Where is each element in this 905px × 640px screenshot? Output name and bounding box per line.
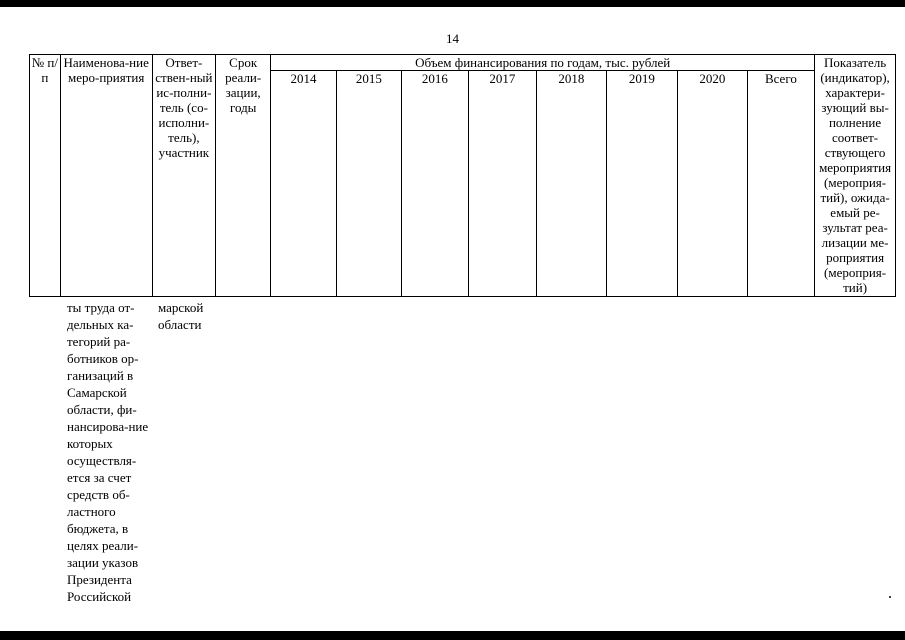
year-2015: 2015: [336, 71, 401, 297]
year-2018: 2018: [537, 71, 607, 297]
year-2020: 2020: [678, 71, 748, 297]
header-name: Наименова-ние меро-приятия: [60, 55, 152, 297]
header-term: Срок реали-зации, годы: [216, 55, 271, 297]
page-number: 14: [446, 31, 459, 46]
header-funding: Объем финансирования по годам, тыс. рублей: [271, 55, 815, 71]
scan-speck: [889, 596, 891, 598]
year-2019: 2019: [606, 71, 678, 297]
header-responsible: Ответ-ствен-ный ис-полни-тель (со-исполни-тель), участник: [152, 55, 215, 297]
header-indicator: Показатель (индикатор), характери-зующий вы-полнение соответ-ствующего мероприятия (мероприя-тий), ожида-емый ре-зультат реа-лизации ме-роприятия (мероприя-тий): [815, 55, 896, 297]
bottom-border: [0, 631, 905, 640]
top-border: [0, 0, 905, 7]
year-total: Всего: [747, 71, 814, 297]
year-2016: 2016: [402, 71, 468, 297]
header-num: № п/п: [30, 55, 61, 297]
year-2014: 2014: [271, 71, 336, 297]
continuation-name: ты труда от-дельных ка-тегорий ра-ботников ор-ганизаций в Самарской области, фи-нансирова-ние которых осуществля-ется за счет средств об-ластного бюджета, в целях реали-зации указов Президента Российской: [67, 300, 149, 604]
year-2017: 2017: [468, 71, 537, 297]
continuation-responsible: марской области: [158, 300, 204, 332]
funding-table: [29, 54, 896, 297]
